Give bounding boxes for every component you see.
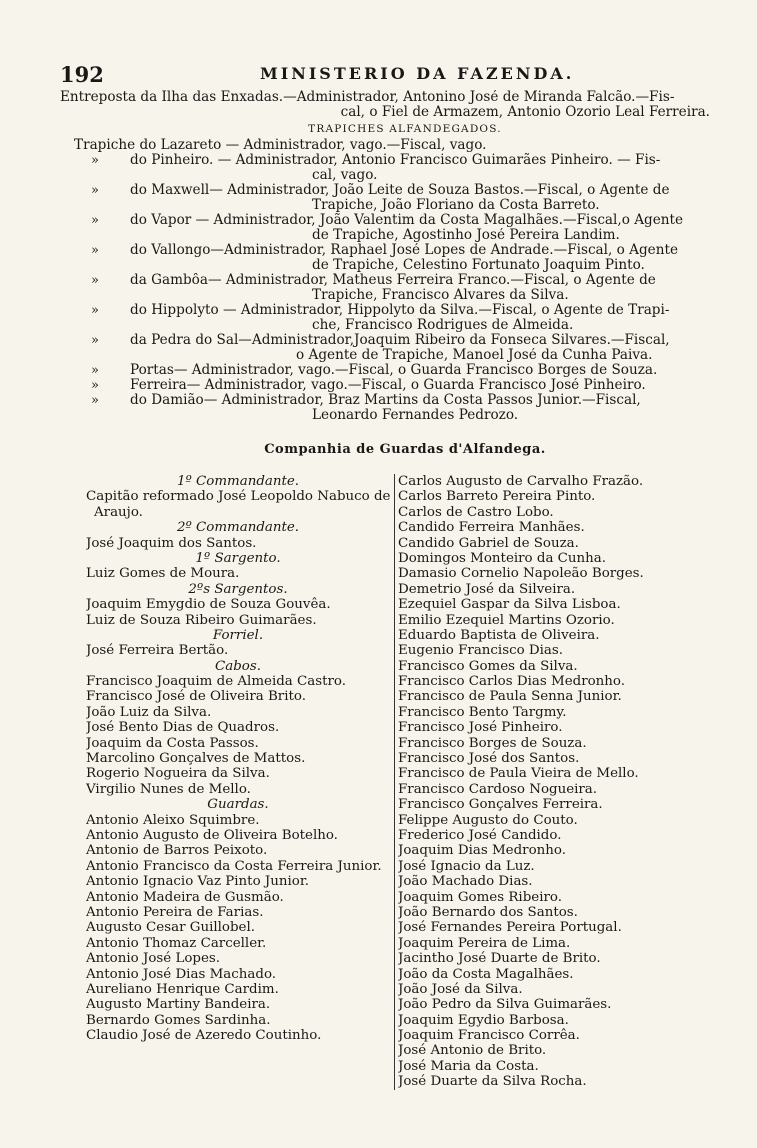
guard-name: João Luiz da Silva. <box>86 704 212 720</box>
trapiche-line: de Trapiche, Agostinho José Pereira Landim. <box>312 228 620 243</box>
ditto-mark: » <box>91 363 99 378</box>
trapiche-line <box>60 378 710 393</box>
guard-name: José Antonio de Brito. <box>398 1043 547 1059</box>
trapiche-text: Ferreira— Administrador, vago.—Fiscal, o Guarda Francisco José Pinheiro. <box>130 378 646 393</box>
trapiches-list <box>60 138 710 423</box>
guard-name: Antonio Madeira de Gusmão. <box>86 889 284 905</box>
running-title: MINISTERIO DA FAZENDA. <box>260 64 575 83</box>
guard-name: Luiz de Souza Ribeiro Guimarães. <box>86 612 317 628</box>
guard-name: Francisco Borges de Souza. <box>398 735 587 751</box>
guard-name: Augusto Martiny Bandeira. <box>86 997 271 1013</box>
trapiche-line: Trapiche do Lazareto — Administrador, vago.—Fiscal, vago. <box>74 138 487 153</box>
trapiche-text: do Hippolyto — Administrador, Hippolyto da Silva.—Fiscal, o Agente de Trapi- <box>130 303 670 318</box>
rank-heading: 1º Commandante. <box>176 474 300 489</box>
guard-name: Francisco Joaquim de Almeida Castro. <box>86 674 347 690</box>
guard-name: Jacintho José Duarte de Brito. <box>398 951 601 967</box>
trapiche-line <box>60 363 710 378</box>
guard-name: Carlos Augusto de Carvalho Frazão. <box>398 474 644 489</box>
entreposta-line-1: Entreposta da Ilha das Enxadas.—Administrador, Antonino José de Miranda Falcão.—Fis- <box>60 90 675 105</box>
guard-name: Francisco José de Oliveira Brito. <box>86 689 306 705</box>
company-left-column <box>86 474 390 1043</box>
guard-name: José Joaquim dos Santos. <box>86 535 257 551</box>
ditto-mark: » <box>91 378 99 393</box>
guard-name: Frederico José Candido. <box>398 827 562 843</box>
ditto-mark: » <box>91 393 99 408</box>
ditto-mark: » <box>91 273 99 288</box>
trapiche-line <box>60 183 710 198</box>
trapiche-line: de Trapiche, Celestino Fortunato Joaquim Pinto. <box>312 258 645 273</box>
trapiche-text: da Gambôa— Administrador, Matheus Ferreira Franco.—Fiscal, o Agente de <box>130 273 656 288</box>
guard-name: Carlos de Castro Lobo. <box>398 504 554 520</box>
guard-name: Virgilio Nunes de Mello. <box>86 781 251 797</box>
guard-name: Carlos Barreto Pereira Pinto. <box>398 489 596 505</box>
trapiche-line <box>60 153 710 168</box>
guard-name: José Fernandes Pereira Portugal. <box>398 920 622 936</box>
guard-name: Rogerio Nogueira da Silva. <box>86 766 270 782</box>
trapiche-text: Portas— Administrador, vago.—Fiscal, o Guarda Francisco Borges de Souza. <box>130 363 658 378</box>
guard-name: João Bernardo dos Santos. <box>398 904 578 920</box>
guard-name: Emilio Ezequiel Martins Ozorio. <box>398 612 615 628</box>
guard-name: Marcolino Gonçalves de Mattos. <box>86 751 306 767</box>
trapiche-line <box>60 393 710 408</box>
company-heading: Companhia de Guardas d'Alfandega. <box>264 442 546 457</box>
guard-name: Felippe Augusto do Couto. <box>398 812 578 828</box>
guard-name: Antonio José Lopes. <box>86 951 221 967</box>
guard-name: Luiz Gomes de Moura. <box>86 566 240 582</box>
guard-name: Eugenio Francisco Dias. <box>398 643 564 659</box>
guard-name: Joaquim Gomes Ribeiro. <box>398 889 562 905</box>
guard-name: Ezequiel Gaspar da Silva Lisboa. <box>398 597 621 613</box>
guard-name: Antonio José Dias Machado. <box>86 966 277 982</box>
trapiche-line <box>60 273 710 288</box>
guard-name: Antonio Ignacio Vaz Pinto Junior. <box>86 874 310 890</box>
guard-name: José Maria da Costa. <box>398 1058 539 1074</box>
entreposta-section <box>60 90 710 423</box>
guard-name: Domingos Monteiro da Cunha. <box>398 550 607 566</box>
trapiche-line: o Agente de Trapiche, Manoel José da Cunha Paiva. <box>296 348 653 363</box>
guard-name: Francisco Carlos Dias Medronho. <box>398 674 626 690</box>
trapiche-line <box>60 303 710 318</box>
guard-name: João José da Silva. <box>398 981 523 997</box>
guard-name: Claudio José de Azeredo Coutinho. <box>86 1028 322 1044</box>
guard-name: Augusto Cesar Guillobel. <box>86 920 256 936</box>
page-number: 192 <box>60 62 104 87</box>
page-header <box>60 62 710 87</box>
guard-name: Araujo. <box>94 504 143 520</box>
guard-name: Antonio Francisco da Costa Ferreira Junior. <box>86 858 382 874</box>
guard-name: João Pedro da Silva Guimarães. <box>398 997 612 1013</box>
guard-name: Joaquim Emygdio de Souza Gouvêa. <box>86 597 331 613</box>
guard-name: Joaquim Egydio Barbosa. <box>398 1012 569 1028</box>
trapiche-text: do Vapor — Administrador, João Valentim da Costa Magalhães.—Fiscal,o Agente <box>130 213 684 228</box>
guard-name: Candido Ferreira Manhães. <box>398 520 585 536</box>
guard-name: Antonio Augusto de Oliveira Botelho. <box>86 827 338 843</box>
trapiche-line: che, Francisco Rodrigues de Almeida. <box>312 318 574 333</box>
guard-name: José Ignacio da Luz. <box>398 858 535 874</box>
guard-name: Antonio Aleixo Squimbre. <box>86 812 260 828</box>
guard-name: José Bento Dias de Quadros. <box>86 720 280 736</box>
guard-name: Antonio de Barros Peixoto. <box>86 843 268 859</box>
guard-name: Candido Gabriel de Souza. <box>398 535 579 551</box>
rank-heading: Guardas. <box>207 797 269 813</box>
trapiche-line: Trapiche, João Floriano da Costa Barreto. <box>312 198 600 213</box>
guard-name: Francisco Cardoso Nogueira. <box>398 781 598 797</box>
guard-name: Joaquim Pereira de Lima. <box>398 935 571 951</box>
guard-name: Demetrio José da Silveira. <box>398 581 576 597</box>
trapiche-text: do Vallongo—Administrador, Raphael José Lopes de Andrade.—Fiscal, o Agente <box>130 243 678 258</box>
rank-heading: Cabos. <box>215 658 261 674</box>
guard-name: Bernardo Gomes Sardinha. <box>86 1012 271 1028</box>
guard-name: Francisco Gonçalves Ferreira. <box>398 797 603 813</box>
guard-name: Francisco Gomes da Silva. <box>398 658 578 674</box>
trapiche-text: do Pinheiro. — Administrador, Antonio Francisco Guimarães Pinheiro. — Fis- <box>130 153 661 168</box>
entreposta-line-2: cal, o Fiel de Armazem, Antonio Ozorio Leal Ferreira. <box>340 105 710 120</box>
guard-name: Joaquim Francisco Corrêa. <box>398 1028 580 1044</box>
guard-name: Joaquim Dias Medronho. <box>398 843 566 859</box>
rank-heading: Forriel. <box>212 627 264 643</box>
trapiche-text: da Pedra do Sal—Administrador,Joaquim Ribeiro da Fonseca Silvares.—Fiscal, <box>130 333 670 348</box>
trapiches-heading: TRAPICHES ALFANDEGADOS. <box>308 123 502 135</box>
company-right-column <box>394 474 718 1090</box>
guard-name: Francisco de Paula Senna Junior. <box>398 689 622 705</box>
trapiche-line <box>60 243 710 258</box>
guard-name: José Ferreira Bertão. <box>86 643 229 659</box>
rank-heading: 2º Commandante. <box>176 520 300 536</box>
trapiche-text: do Damião— Administrador, Braz Martins da Costa Passos Junior.—Fiscal, <box>130 393 641 408</box>
guard-name: João Machado Dias. <box>398 874 533 890</box>
trapiche-line <box>60 333 710 348</box>
ditto-mark: » <box>91 213 99 228</box>
ditto-mark: » <box>91 333 99 348</box>
trapiche-line: Leonardo Fernandes Pedrozo. <box>312 408 519 423</box>
guard-name: Aureliano Henrique Cardim. <box>86 981 279 997</box>
trapiche-text: do Maxwell— Administrador, João Leite de Souza Bastos.—Fiscal, o Agente de <box>130 183 670 198</box>
guard-name: Francisco Bento Targmy. <box>398 704 567 720</box>
trapiche-line: cal, vago. <box>312 168 378 183</box>
guard-name: José Duarte da Silva Rocha. <box>398 1074 587 1090</box>
guard-name: Francisco José dos Santos. <box>398 751 580 767</box>
guard-name: Antonio Thomaz Carceller. <box>86 935 267 951</box>
guard-name: Francisco de Paula Vieira de Mello. <box>398 766 639 782</box>
rank-heading: 2ºs Sargentos. <box>188 581 288 597</box>
guard-name: Joaquim da Costa Passos. <box>86 735 259 751</box>
ditto-mark: » <box>91 153 99 168</box>
ditto-mark: » <box>91 183 99 198</box>
ditto-mark: » <box>91 243 99 258</box>
guard-name: Damasio Cornelio Napoleão Borges. <box>398 566 644 582</box>
guard-name: João da Costa Magalhães. <box>398 966 574 982</box>
trapiche-line <box>60 213 710 228</box>
ditto-mark: » <box>91 303 99 318</box>
guard-name: Antonio Pereira de Farias. <box>86 904 264 920</box>
trapiche-line: Trapiche, Francisco Alvares da Silva. <box>312 288 569 303</box>
guard-name: Eduardo Baptista de Oliveira. <box>398 627 600 643</box>
guard-name: Capitão reformado José Leopoldo Nabuco de <box>86 489 390 505</box>
rank-heading: 1º Sargento. <box>195 550 281 566</box>
guard-name: Francisco José Pinheiro. <box>398 720 563 736</box>
